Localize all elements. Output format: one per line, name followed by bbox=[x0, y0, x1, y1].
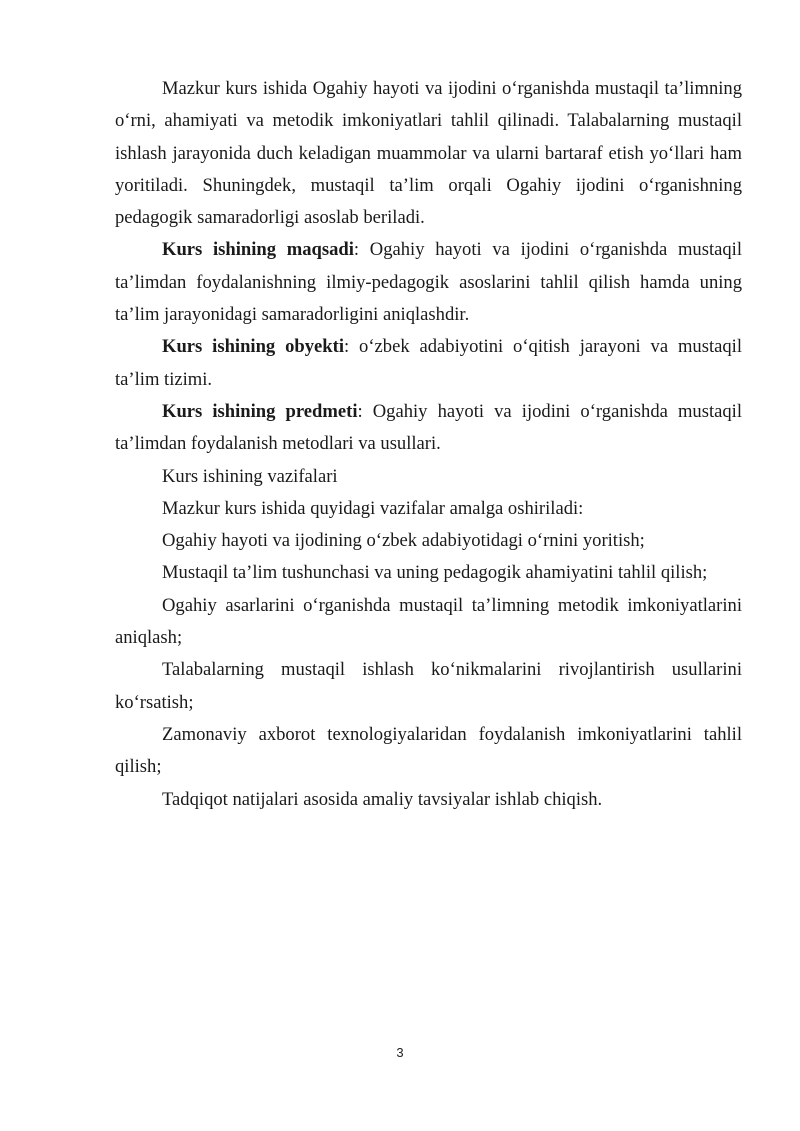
task-item: Ogahiy hayoti va ijodining o‘zbek adabiyotidagi o‘rnini yoritish; bbox=[162, 530, 645, 552]
subject-paragraph bbox=[115, 396, 742, 461]
document-body bbox=[115, 73, 742, 816]
task-item: Mustaqil ta’lim tushunchasi va uning pedagogik ahamiyatini tahlil qilish; bbox=[162, 562, 708, 584]
goal-label: Kurs ishining maqsadi bbox=[162, 239, 354, 261]
subject-label: Kurs ishining predmeti bbox=[162, 400, 358, 422]
task-item: Tadqiqot natijalari asosida amaliy tavsiyalar ishlab chiqish. bbox=[162, 788, 603, 810]
subject-text: : Ogahiy hayoti va ijodini o‘rganishda mustaqil ta’limdan foydalanish metodlari va usullari. bbox=[115, 400, 743, 455]
goal-text: : Ogahiy hayoti va ijodini o‘rganishda mustaqil ta’limdan foydalanishning ilmiy-pedagogik asoslarini tahlil qilish hamda uning ta’lim jarayonidagi samaradorligini aniqlashdir. bbox=[115, 239, 743, 326]
object-paragraph bbox=[115, 331, 742, 396]
object-label: Kurs ishining obyekti bbox=[162, 336, 344, 358]
task-item: Zamonaviy axborot texnologiyalaridan foydalanish imkoniyatlarini tahlil qilish; bbox=[115, 723, 742, 778]
task-item: Talabalarning mustaqil ishlash ko‘nikmalarini rivojlantirish usullarini ko‘rsatish; bbox=[115, 659, 742, 713]
tasks-heading: Kurs ishining vazifalari bbox=[162, 465, 338, 487]
intro-paragraph: Mazkur kurs ishida Ogahiy hayoti va ijodini o‘rganishda mustaqil ta’limning o‘rni, ahamiyati va metodik imkoniyatlari tahlil qilinadi. Talabalarning mustaqil ishlash jarayonida duch keladigan muammolar va ularni bartaraf etish yo‘llari ham yoritiladi. Shuningdek, mustaqil ta’lim orqali Ogahiy ijodini o‘rganishning pedagogik samaradorligi asoslab beriladi. bbox=[115, 78, 742, 229]
page-number: 3 bbox=[396, 1045, 404, 1060]
goal-paragraph bbox=[115, 234, 742, 331]
object-text: : o‘zbek adabiyotini o‘qitish jarayoni va mustaqil ta’lim tizimi. bbox=[115, 336, 742, 390]
task-item: Ogahiy asarlarini o‘rganishda mustaqil ta’limning metodik imkoniyatlarini aniqlash; bbox=[115, 594, 742, 649]
tasks-intro: Mazkur kurs ishida quyidagi vazifalar amalga oshiriladi: bbox=[162, 497, 584, 519]
